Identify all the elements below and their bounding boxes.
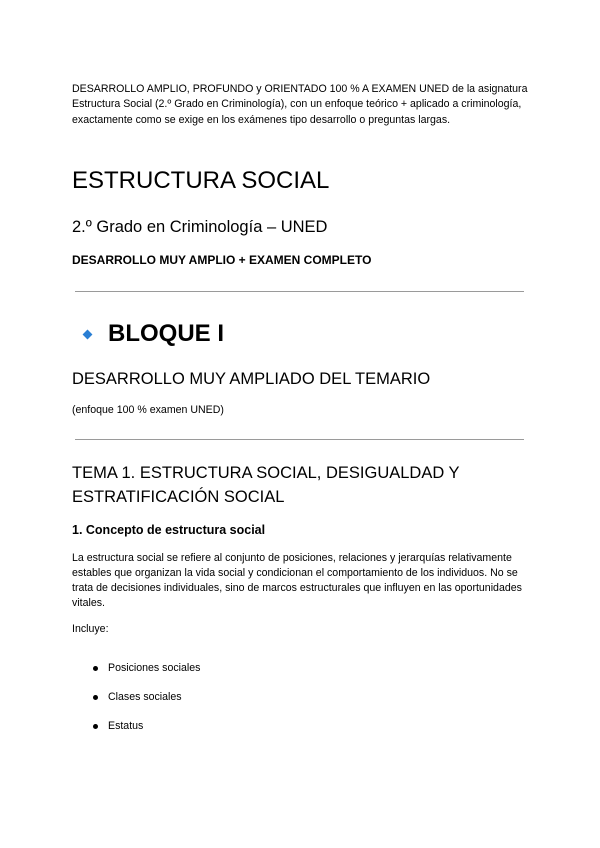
bullet-icon <box>93 695 98 700</box>
block-heading <box>82 318 224 350</box>
list-item <box>93 690 182 705</box>
concept-paragraph: La estructura social se refiere al conjunto de posiciones, relaciones y jerarquías relativamente estables que organizan la vida social y condicionan el comportamiento de los individuos. No se trata de decisiones individuales, sino de marcos estructurales que influyen en las oportunidades vitales. <box>72 552 522 609</box>
list-item-label: Estatus <box>108 720 144 732</box>
horizontal-divider <box>75 291 524 292</box>
section-title: DESARROLLO MUY AMPLIADO DEL TEMARIO <box>72 370 431 388</box>
list-item-label: Posiciones sociales <box>108 662 201 674</box>
topic-title: TEMA 1. ESTRUCTURA SOCIAL, DESIGUALDAD Y ESTRATIFICACIÓN SOCIAL <box>72 464 460 506</box>
diamond-icon <box>83 329 93 339</box>
intro-paragraph: DESARROLLO AMPLIO, PROFUNDO y ORIENTADO 100 % A EXAMEN UNED de la asignatura Estructura Social (2.º Grado en Criminología), con un enfoque teórico + aplicado a criminología, exactamente como se exige en los exámenes tipo desarrollo o preguntas largas. <box>72 83 528 126</box>
document-subtitle: 2.º Grado en Criminología – UNED <box>72 218 328 236</box>
section-note: (enfoque 100 % examen UNED) <box>72 404 224 416</box>
list-item <box>93 661 200 676</box>
list-item-label: Clases sociales <box>108 691 182 703</box>
includes-label: Incluye: <box>72 623 109 635</box>
horizontal-divider <box>75 439 524 440</box>
bullet-icon <box>93 666 98 671</box>
document-tagline: DESARROLLO MUY AMPLIO + EXAMEN COMPLETO <box>72 253 372 267</box>
bullet-icon <box>93 724 98 729</box>
block-title: BLOQUE I <box>108 320 225 347</box>
list-item <box>93 719 143 734</box>
document-title: ESTRUCTURA SOCIAL <box>72 167 330 194</box>
subsection-title: 1. Concepto de estructura social <box>72 523 266 537</box>
